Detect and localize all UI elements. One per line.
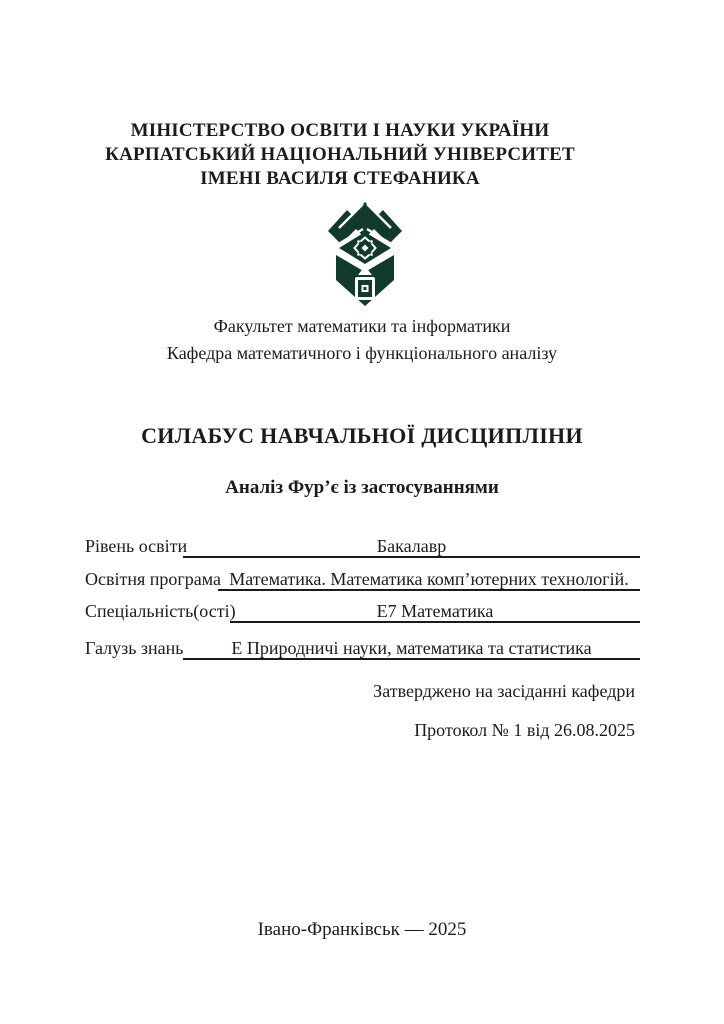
field-label: Рівень освіти (85, 536, 188, 556)
field-row-knowledge-area (85, 639, 640, 660)
field-value: Е7 Математика (230, 602, 640, 623)
field-value: Бакалавр (183, 537, 640, 558)
field-row-specialty (85, 602, 640, 623)
approval-protocol-line: Протокол № 1 від 26.08.2025 (414, 720, 635, 740)
document-type-title: СИЛАБУС НАВЧАЛЬНОЇ ДИСЦИПЛІНИ (141, 423, 583, 448)
field-label: Спеціальність(ості) (85, 601, 236, 621)
faculty-line: Факультет математики та інформатики (213, 316, 511, 336)
course-fields-block (85, 537, 640, 662)
field-label: Галузь знань (85, 638, 184, 658)
field-label: Освітня програма (85, 569, 222, 589)
city-year-line: Івано-Франківськ — 2025 (257, 919, 467, 940)
field-value: Е Природничі науки, математика та статистика (183, 639, 640, 660)
field-row-education-program (85, 570, 640, 591)
department-line: Кафедра математичного і функціонального аналізу (166, 343, 558, 363)
university-emblem-logo (327, 200, 403, 310)
university-emblem-icon (327, 200, 403, 310)
ministry-line-2: КАРПАТСЬКИЙ НАЦІОНАЛЬНИЙ УНІВЕРСИТЕТ (105, 144, 575, 165)
ministry-header (0, 119, 680, 191)
ministry-line-3: ІМЕНІ ВАСИЛЯ СТЕФАНИКА (200, 168, 480, 189)
field-value: Математика. Математика комп’ютерних технологій. (218, 570, 640, 591)
ministry-line-1: МІНІСТЕРСТВО ОСВІТИ І НАУКИ УКРАЇНИ (130, 120, 550, 141)
course-title: Аналіз Фур’є із застосуваннями (225, 477, 499, 498)
approval-line: Затверджено на засіданні кафедри (373, 681, 635, 701)
field-row-education-level (85, 537, 640, 558)
approval-block (373, 681, 635, 740)
